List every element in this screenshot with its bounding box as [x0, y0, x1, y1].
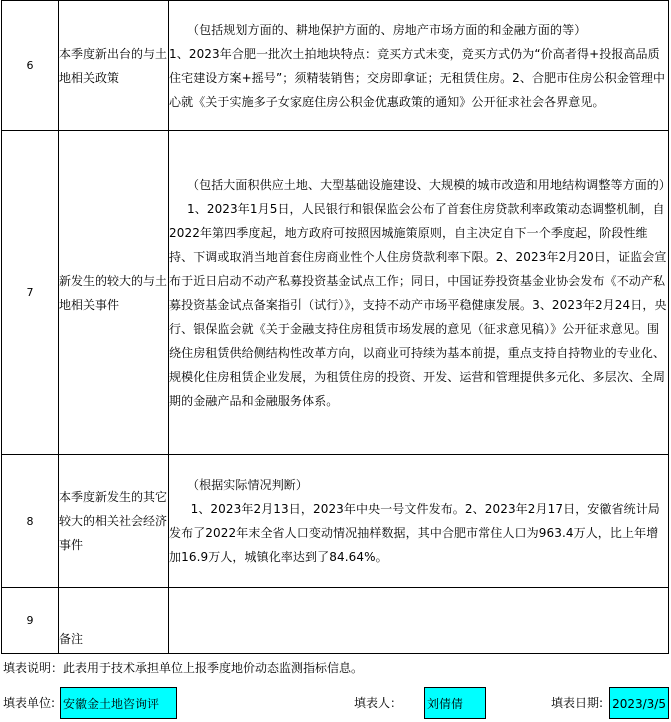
fill-instructions: 填表说明：此表用于技术承担单位上报季度地价动态监测指标信息。 [3, 661, 364, 675]
table-row [2, 588, 669, 654]
fill-date-label: 填表日期: [551, 696, 604, 710]
row-category: 新发生的较大的与土地相关事件 [59, 131, 169, 455]
table-row [2, 455, 669, 588]
row-content: 1、2023年2月13日，2023年中央一号文件发布。2、2023年2月17日，安徽省统计局发布了2022年末全省人口变动情况抽样数据，其中合肥市常住人口为963.4万人，比上年增加16.9万人，城镇化率达到了84.64%。 [169, 502, 660, 564]
fill-unit-label: 填表单位: [3, 696, 56, 710]
row-content: 1、2023年1月5日，人民银行和银保监会公布了首套住房贷款利率政策动态调整机制，自2022年第四季度起，地方政府可按照因城施策原则，自主决定自下一个季度起，阶段性维持、下调或取消当地首套住房商业性个人住房贷款利率下限。2、2023年2月20日，证监会宣布于近日启动不动产私募投资基金试点工作；同日，中国证券投资基金业协会发布《不动产私募投资基金试点备案指引（试行）》，支持不动产市场平稳健康发展。3、2023年2月24日，央行、银保监会就《关于金融支持住房租赁市场发展的意见（征求意见稿）》公开征求意见。围绕住房租赁供给侧结构性改革方向，以商业可持续为基本前提，重点支持自持物业的专业化、规模化住房租赁企业发展，为租赁住房的投资、开发、运营和管理提供多元化、多层次、全周期的金融产品和金融服务体系。 [169, 201, 667, 408]
filler-field[interactable]: 刘倩倩 [424, 687, 486, 719]
table-row [2, 1, 669, 131]
table-row [2, 131, 669, 455]
row-intro: （包括大面积供应土地、大型基础设施建设、大规模的城市改造和用地结构调整等方面的） [187, 177, 671, 192]
row-category: 本季度新出台的与土地相关政策 [59, 1, 169, 131]
row-content-cell [169, 455, 669, 588]
filler-label: 填表人： [354, 696, 403, 710]
monitoring-table [1, 0, 669, 654]
row-number: 8 [2, 455, 59, 588]
row-content-cell [169, 588, 669, 654]
form-footer [0, 687, 671, 719]
fill-unit-field[interactable]: 安徽金土地咨询评 [60, 687, 177, 719]
row-number: 6 [2, 1, 59, 131]
row-number: 9 [2, 588, 59, 654]
fill-date-field[interactable]: 2023/3/5 [609, 687, 669, 719]
row-category: 备注 [59, 588, 169, 654]
row-intro: （包括规划方面的、耕地保护方面的、房地产市场方面的和金融方面的等） [187, 22, 587, 37]
row-category: 本季度新发生的其它较大的相关社会经济事件 [59, 455, 169, 588]
row-content-cell [169, 1, 669, 131]
row-content-cell [169, 131, 669, 455]
row-content: 1、2023年合肥一批次土拍地块特点：竞买方式未变，竞买方式仍为“价高者得+投报高品质住宅建设方案+摇号”；须精装销售；交房即拿证；无租赁住房。2、合肥市住房公积金管理中心就《关于实施多子女家庭住房公积金优惠政策的通知》公开征求社会各界意见。 [169, 46, 666, 109]
row-number: 7 [2, 131, 59, 455]
row-intro: （根据实际情况判断） [187, 478, 309, 492]
